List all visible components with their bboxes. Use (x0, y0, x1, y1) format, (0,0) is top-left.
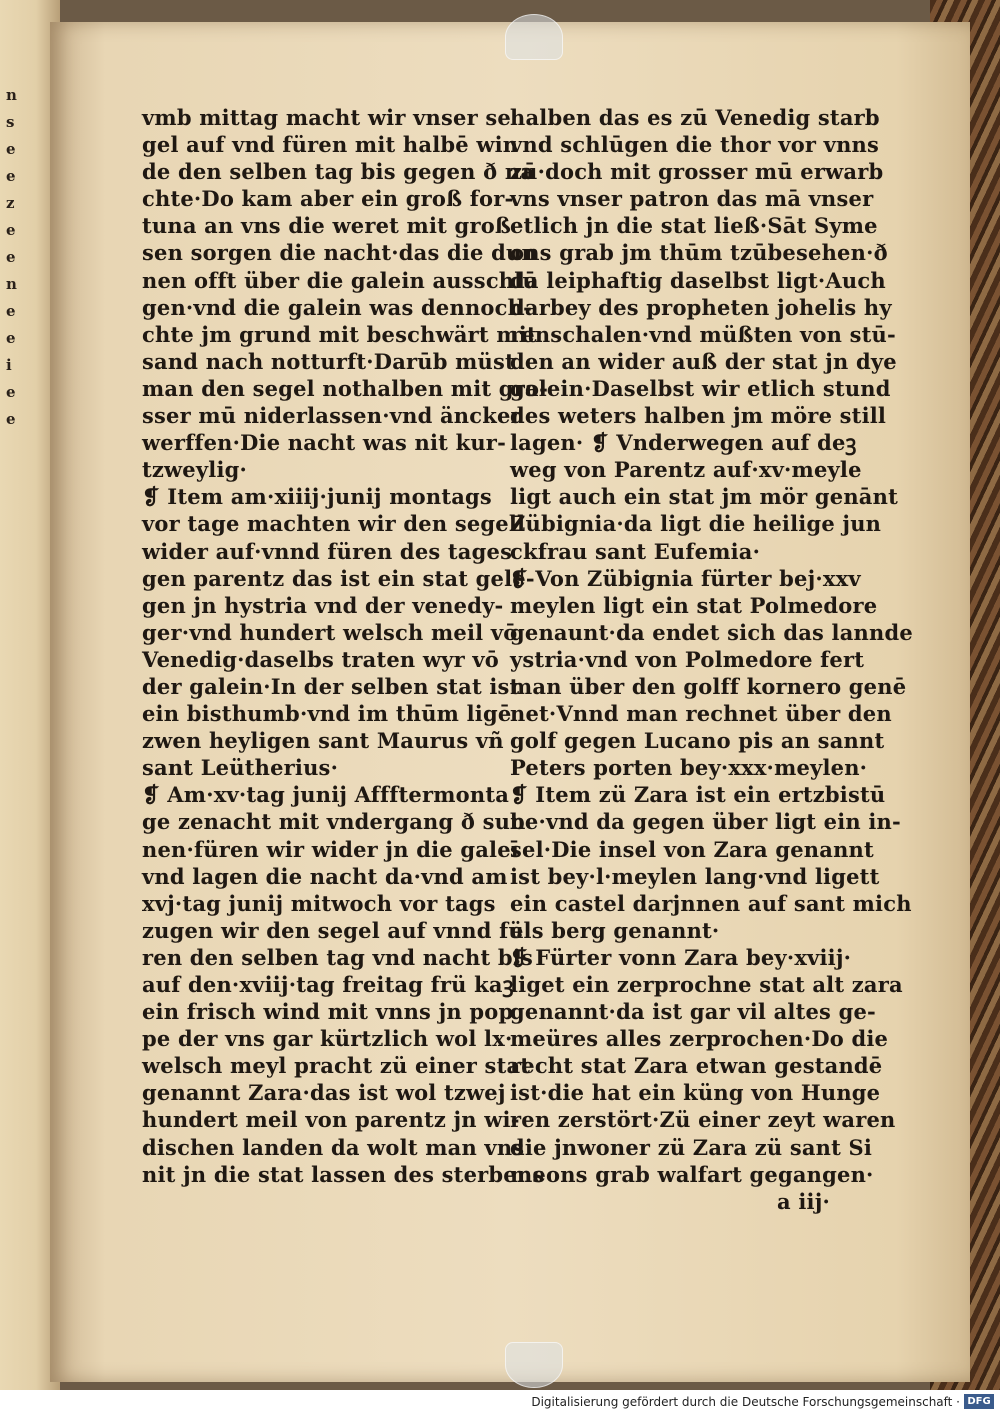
text-line: meüres alles zerprochen·Do die (510, 1026, 889, 1052)
text-line: golf gegen Lucano pis an sannt (510, 728, 885, 754)
text-line: de den selben tag bis gegen ð na (142, 159, 535, 185)
text-line: ons grab jm thūm tzūbesehen·ð (510, 240, 888, 266)
text-line: ein castel darjnnen auf sant mich (510, 890, 912, 916)
text-line: ein frisch wind mit vnns jn pop (142, 999, 514, 1025)
text-line: gen·vnd die galein was dennoch- (142, 294, 532, 320)
page-clip-bottom (505, 1342, 563, 1388)
text-line: der galein·In der selben stat ist (142, 673, 520, 699)
text-line: ystria·vnd von Polmedore fert (510, 646, 865, 672)
text-line: ❡ Item am·xiiij·junij montags (142, 484, 492, 510)
text-line: vnd schlūgen die thor vor vnns (510, 132, 880, 158)
text-line: ein bisthumb·vnd im thūm ligē (142, 701, 512, 727)
text-line: tuna an vns die weret mit groß (142, 213, 512, 239)
facing-page-letter: n (6, 86, 17, 104)
text-line: welsch meyl pracht zü einer stat (142, 1053, 531, 1079)
text-line: ❡ Am·xv·tag junij Affftermonta (142, 782, 510, 808)
text-line: ist bey·l·meylen lang·vnd ligett (510, 863, 880, 889)
text-line: meylen ligt ein stat Polmedore (510, 592, 878, 618)
text-line: a iij· (777, 1188, 830, 1214)
funding-notice: Digitalisierung gefördert durch die Deutsche Forschungsgemeinschaft · (531, 1395, 960, 1409)
text-line: genannt·da ist gar vil altes ge- (510, 999, 876, 1025)
text-line: wider auf·vnnd füren des tages (142, 538, 513, 564)
text-line: die jnwoner zü Zara zü sant Si (510, 1134, 873, 1160)
facing-page-letter: e (6, 167, 16, 185)
facing-page-letter: n (6, 275, 17, 293)
text-line: Venedig·daselbs traten wyr vō (142, 646, 499, 672)
text-line: den an wider auß der stat jn dye (510, 348, 897, 374)
text-line: ❡ Item zü Zara ist ein ertzbistū (510, 782, 886, 808)
text-line: xvj·tag junij mitwoch vor tags (142, 890, 496, 916)
text-line: darbey des propheten johelis hy (510, 294, 892, 320)
text-line: galein·Daselbst wir etlich stund (510, 375, 891, 401)
facing-page-letter: i (6, 356, 12, 374)
facing-page-letter: e (6, 221, 16, 239)
text-line: tzweylig· (142, 457, 248, 483)
text-line: els berg genannt· (510, 917, 720, 943)
facing-page-letter: e (6, 140, 16, 158)
text-line: sen sorgen die nacht·das die dun (142, 240, 537, 266)
text-line: sant Leütherius· (142, 755, 339, 781)
text-line: man den segel nothalben mit gro- (142, 375, 549, 401)
text-line: zugen wir den segel auf vnnd fü (142, 917, 524, 943)
text-line: Zübignia·da ligt die heilige jun (510, 511, 882, 537)
text-line: etlich jn die stat ließ·Sāt Syme (510, 213, 878, 239)
text-line: des weters halben jm möre still (510, 403, 887, 429)
text-line: genannt Zara·das ist wol tzwej (142, 1080, 506, 1106)
facing-page-letter: e (6, 383, 16, 401)
text-line: auf den·xviij·tag freitag frü kaꝫ (142, 972, 514, 997)
text-line: zū·doch mit grosser mū erwarb (510, 159, 884, 185)
text-line: dischen landen da wolt man vns (142, 1134, 525, 1160)
facing-page-letter: e (6, 248, 16, 266)
facing-page-letter: z (6, 194, 15, 212)
text-line: ❡ Fürter vonn Zara bey·xviij· (510, 944, 852, 970)
text-line: vor tage machten wir den segell (142, 511, 526, 537)
text-line: man über den golff kornero genē (510, 673, 907, 699)
text-line: lagen· ❡ Vnderwegen auf deꝫ (510, 430, 857, 456)
page-clip-top (505, 14, 563, 60)
text-line: ren den selben tag vnd nacht bis (142, 944, 534, 970)
text-line: pe der vns gar kürtzlich wol lx· (142, 1026, 513, 1052)
text-line: Peters porten bey·xxx·meylen· (510, 755, 868, 781)
text-line: werffen·Die nacht was nit kur- (142, 430, 506, 456)
text-line: sand nach notturft·Darūb müst (142, 348, 515, 374)
text-line: chte·Do kam aber ein groß for- (142, 186, 514, 212)
text-line: gen jn hystria vnd der venedy- (142, 592, 504, 618)
text-line: ger·vnd hundert welsch meil vō (142, 619, 518, 645)
text-line: ckfrau sant Eufemia· (510, 538, 761, 564)
text-line: ist·die hat ein küng von Hunge (510, 1080, 881, 1106)
text-line: vns vnser patron das mā vnser (510, 186, 874, 212)
text-line: sser mū niderlassen·vnd äncker (142, 403, 522, 429)
text-line: ❡ Von Zübignia fürter bej·xxv (510, 565, 861, 591)
footer-bar (0, 1390, 1000, 1414)
text-line: ligt auch ein stat jm mör genānt (510, 484, 898, 510)
text-line: ge zenacht mit vndergang ð sun (142, 809, 526, 835)
dfg-logo: DFG (964, 1394, 994, 1409)
facing-page-letter: e (6, 302, 16, 320)
text-line: nen·füren wir wider jn die galeī (142, 836, 519, 862)
text-line: be·vnd da gegen über ligt ein in- (510, 809, 901, 835)
text-line: meons grab walfart gegangen· (510, 1161, 874, 1187)
text-line: gen parentz das ist ein stat gele- (142, 565, 535, 591)
text-line: renschalen·vnd müßten von stū- (510, 321, 896, 347)
text-line: liget ein zerprochne stat alt zara (510, 972, 903, 997)
facing-page-letter: e (6, 329, 16, 347)
text-line: gel auf vnd füren mit halbē win (142, 132, 519, 158)
text-line: hundert meil von parentz jn wi- (142, 1107, 520, 1133)
text-line: recht stat Zara etwan gestandē (510, 1053, 883, 1079)
text-column-right (510, 104, 913, 1215)
text-line: weg von Parentz auf·xv·meyle (510, 457, 862, 483)
text-line: nen offt über die galein ausschlū (142, 267, 538, 293)
text-line: ren zerstört·Zü einer zeyt waren (510, 1107, 896, 1133)
text-column-left (142, 104, 549, 1188)
text-line: sel·Die insel von Zara genannt (510, 836, 874, 862)
text-line: halben das es zū Venedig starb (510, 105, 880, 130)
text-line: zwen heyligen sant Maurus vñ (142, 728, 504, 754)
text-line: chte jm grund mit beschwärt mit (142, 321, 537, 347)
facing-page-letter: s (6, 113, 15, 131)
text-line: genaunt·da endet sich das lannde (510, 619, 913, 645)
facing-page-letter: e (6, 410, 16, 428)
text-line: vnd lagen die nacht da·vnd am (142, 863, 508, 889)
text-line: vmb mittag macht wir vnser se (142, 105, 511, 130)
text-line: net·Vnnd man rechnet über den (510, 701, 892, 727)
text-line: da leiphaftig daselbst ligt·Auch (510, 267, 886, 293)
text-line: nit jn die stat lassen des sterbens (142, 1161, 545, 1187)
